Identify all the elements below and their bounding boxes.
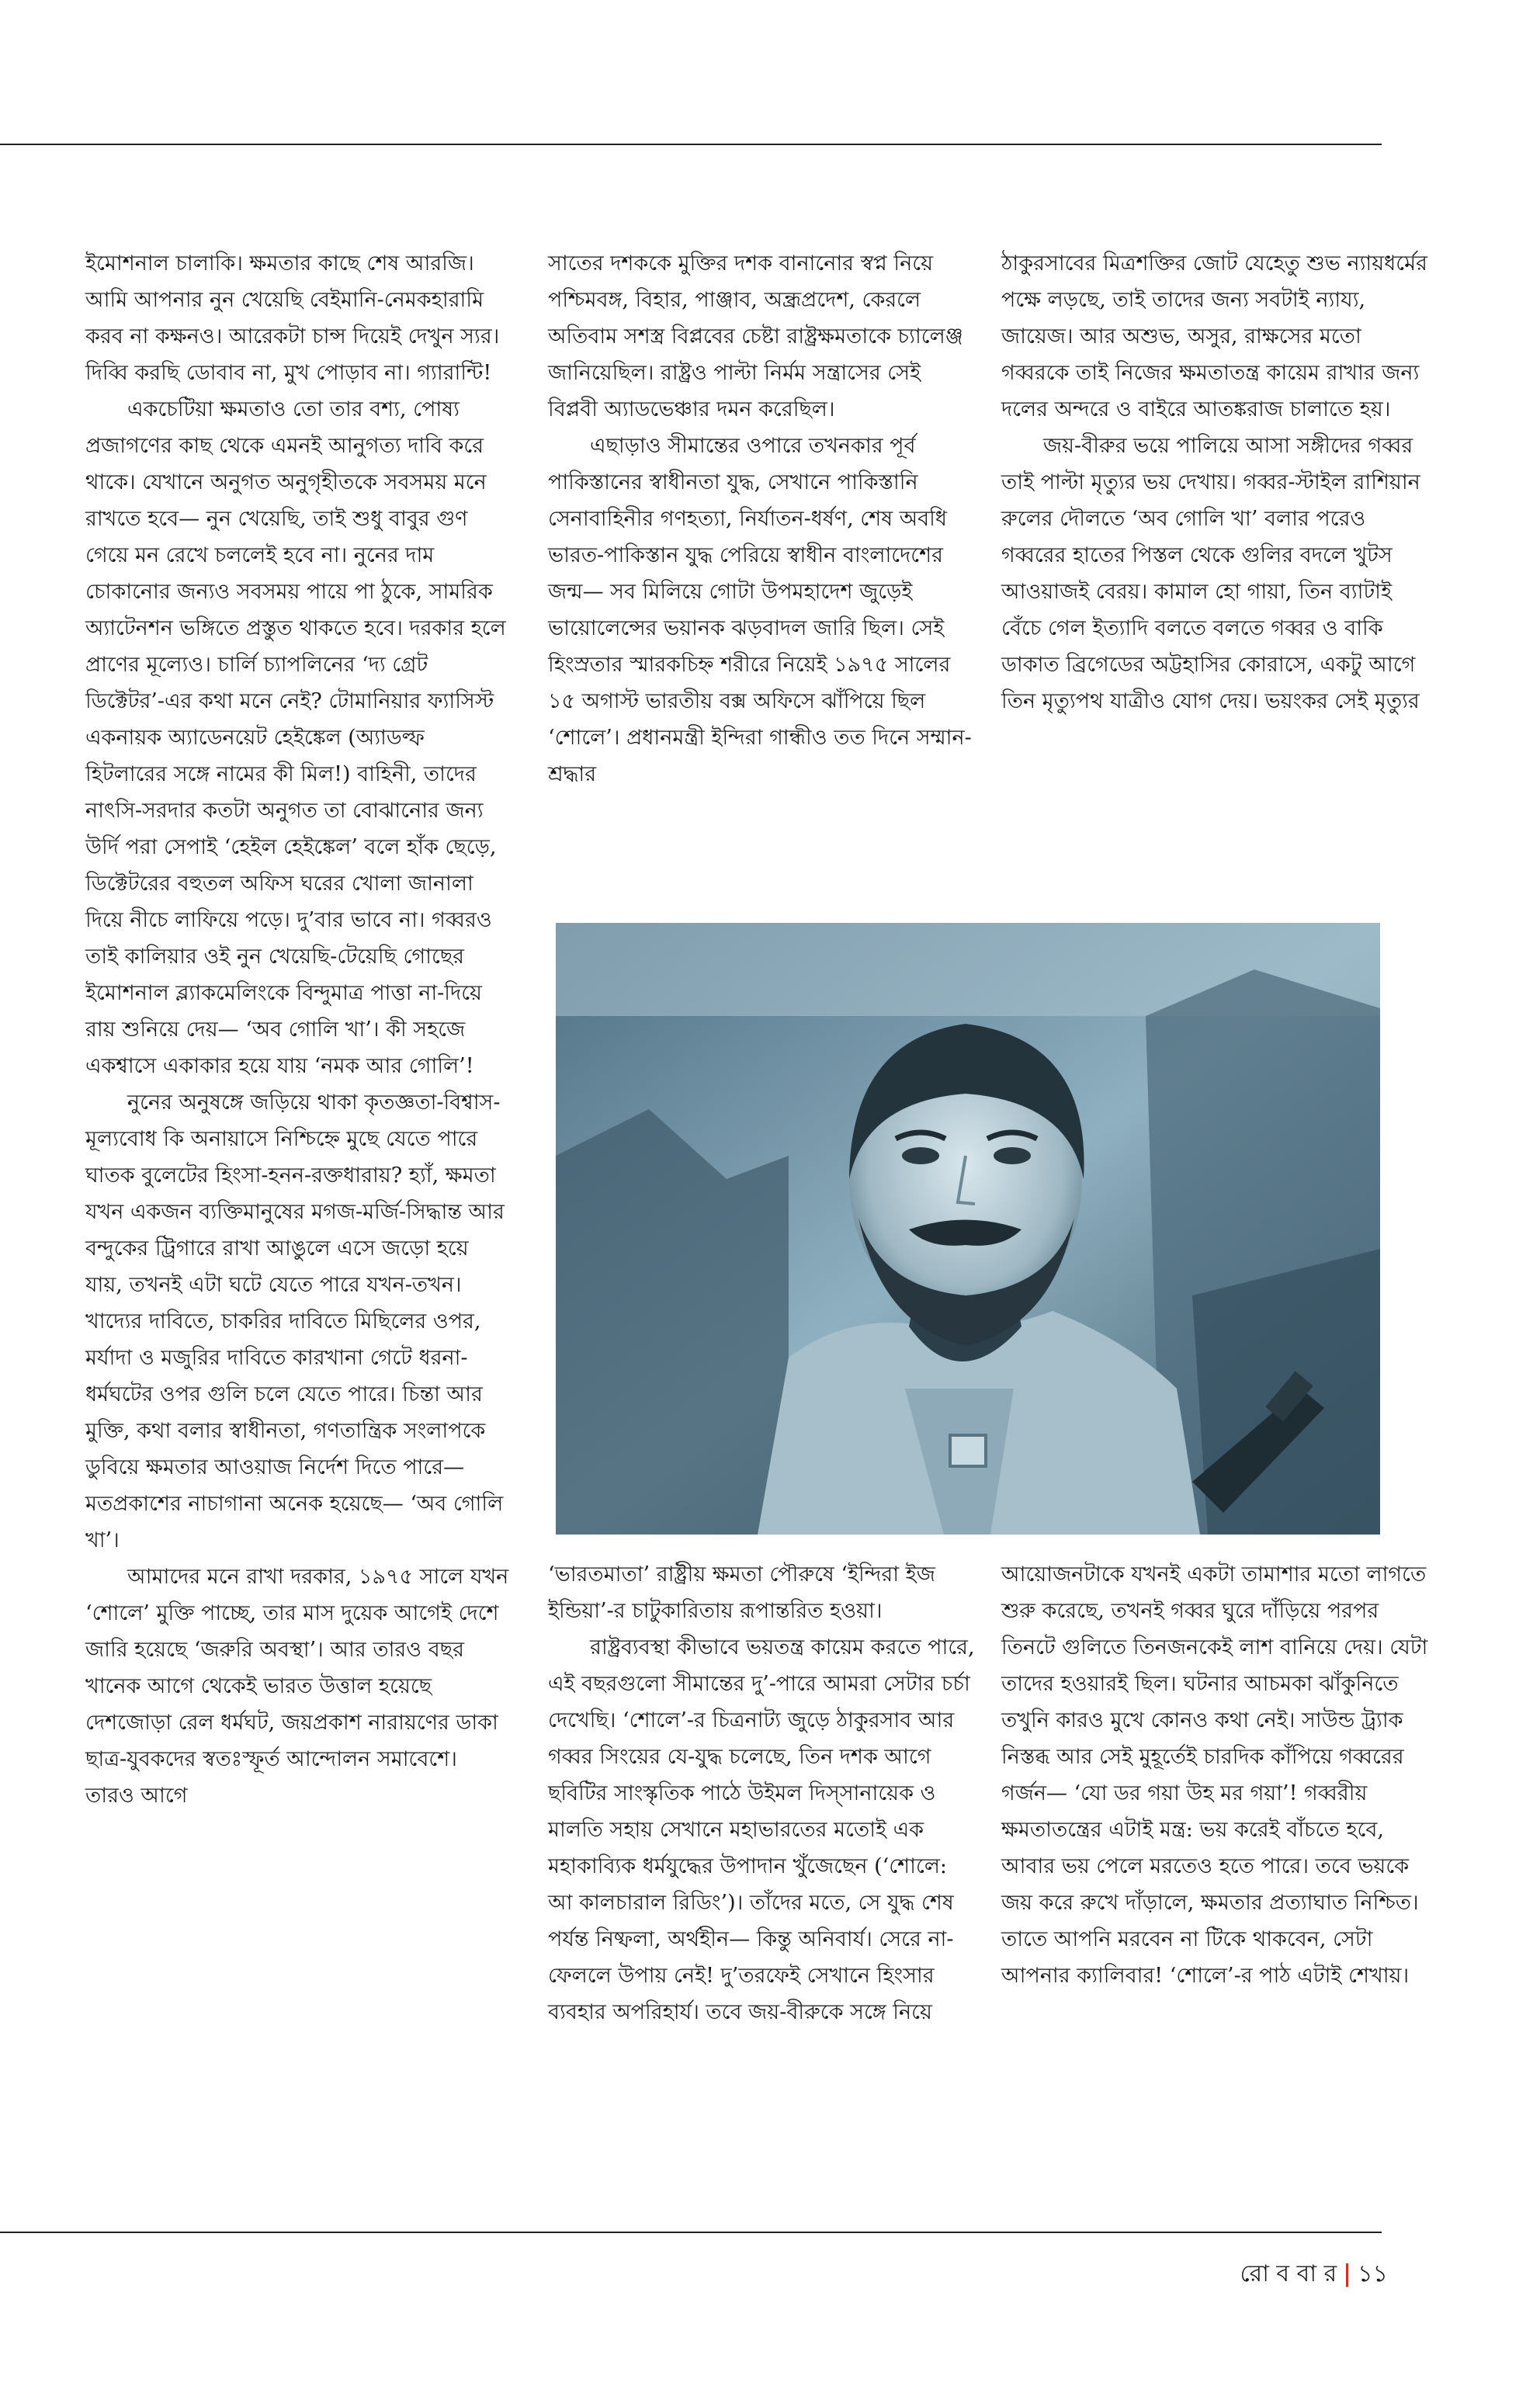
article-column-3 [1001,245,1428,720]
magazine-name: রো ব বা র [1240,2260,1337,2287]
paragraph: জয়-বীরুর ভয়ে পালিয়ে আসা সঙ্গীদের গব্বর তাই পাল্টা মৃত্যুর ভয় দেখায়। গব্বর-স্টাইল রাশিয়ান রুলের দৌলতে ‘অব গোলি খা’ বলার পরেও গব্বরের হাতের পিস্তল থেকে গুলির বদলে খুটস আওয়াজই বেরয়। কামাল হো গায়া, তিন ব্যাটাই বেঁচে গেল ইত্যাদি বলতে বলতে গব্বর ও বাকি ডাকাত ব্রিগেডের অট্টহাসির কোরাসে, একটু আগে তিন মৃত্যুপথ যাত্রীও যোগ দেয়। ভয়ংকর সেই মৃত্যুর [1001,434,1420,713]
article-column-3-continued [1001,1556,1428,1994]
paragraph: ঠাকুরসাবের মিত্রশক্তির জোট যেহেতু শুভ ন্যায়ধর্মের পক্ষে লড়ছে, তাই তাদের জন্য সবটাই ন্যায্য, জায়েজ। আর অশুভ, অসুর, রাক্ষসের মতো গব্বরকে তাই নিজের ক্ষমতাতন্ত্র কায়েম রাখার জন্য দলের অন্দরে ও বাইরে আতঙ্করাজ চালাতে হয়। [1001,251,1427,421]
paragraph: আয়োজনটাকে যখনই একটা তামাশার মতো লাগতে শুরু করেছে, তখনই গব্বর ঘুরে দাঁড়িয়ে পরপর তিনটে গুলিতে তিনজনকেই লাশ বানিয়ে দেয়। যেটা তাদের হওয়ারই ছিল। ঘটনার আচমকা ঝাঁকুনিতে তখুনি কারও মুখে কোনও কথা নেই। সাউন্ড ট্র্যাক নিস্তব্ধ আর সেই মুহূর্তেই চারদিক কাঁপিয়ে গব্বরের গর্জন— ‘যো ডর গয়া উহ মর গয়া’! গব্বরীয় ক্ষমতাতন্ত্রের এটাই মন্ত্র: ভয় করেই বাঁচতে হবে, আবার ভয় পেলে মরতেও হতে পারে। তবে ভয়কে জয় করে রুখে দাঁড়ালে, ক্ষমতার প্রত্যাঘাত নিশ্চিত। তাতে আপনি মরবেন না টিকে থাকবেন, সেটা আপনার ক্যালিবার! ‘শোলে’-র পাঠ এটাই শেখায়। [1001,1562,1428,1988]
bottom-rule [0,2232,1382,2233]
paragraph: আমাদের মনে রাখা দরকার, ১৯৭৫ সালে যখন ‘শোলে’ মুক্তি পাচ্ছে, তার মাস দুয়েক আগেই দেশে জারি হয়েছে ‘জরুরি অবস্থা’। আর তারও বছর খানেক আগে থেকেই ভারত উত্তাল হয়েছে দেশজোড়া রেল ধর্মঘট, জয়প্রকাশ নারায়ণের ডাকা ছাত্র-যুবকদের স্বতঃস্ফূর্ত আন্দোলন সমাবেশে। তারও আগে [85,1565,509,1808]
paragraph: ‘ভারতমাতা’ রাষ্ট্রীয় ক্ষমতা পৌরুষে ‘ইন্দিরা ইজ ইন্ডিয়া’-র চাটুকারিতায় রূপান্তরিত হওয়া। [548,1562,935,1623]
article-column-2 [548,245,975,792]
paragraph: রাষ্ট্রব্যবস্থা কীভাবে ভয়তন্ত্র কায়েম করতে পারে, এই বছরগুলো সীমান্তের দু’-পারে আমরা সেটার চর্চা দেখেছি। ‘শোলে’-র চিত্রনাট্য জুড়ে ঠাকুরসাব আর গব্বর সিংয়ের যে-যুদ্ধ চলেছে, তিন দশক আগে ছবিটির সাংস্কৃতিক পাঠে উইমল দিস্সানায়েক ও মালতি সহায় সেখানে মহাভারতের মতোই এক মহাকাব্যিক ধর্মযুদ্ধের উপাদান খুঁজেছেন (‘শোলে: আ কালচারাল রিডিং’)। তাঁদের মতে, সে যুদ্ধ শেষ পর্যন্ত নিষ্ফলা, অর্থহীন— কিন্তু অনিবার্য। সেরে না-ফেললে উপায় নেই! দু’তরফেই সেখানে হিংসার ব্যবহার অপরিহার্য। তবে জয়-বীরুকে সঙ্গে নিয়ে [548,1635,975,2024]
top-rule [0,144,1382,145]
folio-separator: | [1343,2260,1352,2287]
page-number: ১১ [1358,2260,1388,2287]
article-column-1 [85,245,511,1814]
paragraph: একচেটিয়া ক্ষমতাও তো তার বশ্য, পোষ্য প্রজাগণের কাছ থেকে এমনই আনুগত্য দাবি করে থাকে। যেখানে অনুগত অনুগৃহীতকে সবসময় মনে রাখতে হবে— নুন খেয়েছি, তাই শুধু বাবুর গুণ গেয়ে মন রেখে চললেই হবে না। নুনের দাম চোকানোর জন্যও সবসময় পায়ে পা ঠুকে, সামরিক অ্যাটেনশন ভঙ্গিতে প্রস্তুত থাকতে হবে। দরকার হলে প্রাণের মূল্যেও। চার্লি চ্যাপলিনের ‘দ্য গ্রেট ডিক্টেটর’-এর কথা মনে নেই? টোমানিয়ার ফ্যাসিস্ট একনায়ক অ্যাডেনয়েট হেইঙ্কেল (অ্যাডল্ফ হিটলারের সঙ্গে নামের কী মিল!) বাহিনী, তাদের নাৎসি-সরদার কতটা অনুগত তা বোঝানোর জন্য উর্দি পরা সেপাই ‘হেইল হেইঙ্কেল’ বলে হাঁক ছেড়ে, ডিক্টেটরের বহুতল অফিস ঘরের খোলা জানালা দিয়ে নীচে লাফিয়ে পড়ে। দু’বার ভাবে না। গব্বরও তাই কালিয়ার ওই নুন খেয়েছি-টেয়েছি গোছের ইমোশনাল ব্ল্যাকমেলিংকে বিন্দুমাত্র পাত্তা না-দিয়ে রায় শুনিয়ে দেয়— ‘অব গোলি খা’। কী সহজে একশ্বাসে একাকার হয়ে যায় ‘নমক আর গোলি’! [85,397,506,1078]
paragraph: নুনের অনুষঙ্গে জড়িয়ে থাকা কৃতজ্ঞতা-বিশ্বাস-মূল্যবোধ কি অনায়াসে নিশ্চিহ্নে মুছে যেতে পারে ঘাতক বুলেটের হিংসা-হনন-রক্তধারায়? হ্যাঁ, ক্ষমতা যখন একজন ব্যক্তিমানুষের মগজ-মর্জি-সিদ্ধান্ত আর বন্দুকের ট্রিগারে রাখা আঙুলে এসে জড়ো হয়ে যায়, তখনই এটা ঘটে যেতে পারে যখন-তখন। খাদ্যের দাবিতে, চাকরির দাবিতে মিছিলের ওপর, মর্যাদা ও মজুরির দাবিতে কারখানা গেটে ধরনা-ধর্মঘটের ওপর গুলি চলে যেতে পারে। চিন্তা আর মুক্তি, কথা বলার স্বাধীনতা, গণতান্ত্রিক সংলাপকে ডুবিয়ে ক্ষমতার আওয়াজ নির্দেশ দিতে পারে— মতপ্রকাশের নাচাগানা অনেক হয়েছে— ‘অব গোলি খা’। [85,1091,505,1552]
paragraph: ইমোশনাল চালাকি। ক্ষমতার কাছে শেষ আরজি। আমি আপনার নুন খেয়েছি বেইমানি-নেমকহারামি করব না কক্ষনও। আরেকটা চান্স দিয়েই দেখুন স্যর। দিব্বি করছি ডোবাব না, মুখ পোড়াব না। গ্যারান্টি! [85,251,500,385]
portrait-photo [556,923,1380,1535]
paragraph: সাতের দশককে মুক্তির দশক বানানোর স্বপ্ন নিয়ে পশ্চিমবঙ্গ, বিহার, পাঞ্জাব, অন্ধ্রপ্রদেশ, কেরলে অতিবাম সশস্ত্র বিপ্লবের চেষ্টা রাষ্ট্রক্ষমতাকে চ্যালেঞ্জ জানিয়েছিল। রাষ্ট্রও পাল্টা নির্মম সন্ত্রাসের সেই বিপ্লবী অ্যাডভেঞ্চার দমন করেছিল। [548,251,963,421]
page-folio [1240,2255,1388,2294]
article-column-2-continued [548,1556,975,2031]
photo-illustration [556,923,1380,1535]
paragraph: এছাড়াও সীমান্তের ওপারে তখনকার পূর্ব পাকিস্তানের স্বাধীনতা যুদ্ধ, সেখানে পাকিস্তানি সেনাবাহিনীর গণহত্যা, নির্যাতন-ধর্ষণ, শেষ অবধি ভারত-পাকিস্তান যুদ্ধ পেরিয়ে স্বাধীন বাংলাদেশের জন্ম— সব মিলিয়ে গোটা উপমহাদেশ জুড়েই ভায়োলেন্সের ভয়ানক ঝড়বাদল জারি ছিল। সেই হিংস্রতার স্মারকচিহ্ন শরীরে নিয়েই ১৯৭৫ সালের ১৫ অগাস্ট ভারতীয় বক্স অফিসে ঝাঁপিয়ে ছিল ‘শোলে’। প্রধানমন্ত্রী ইন্দিরা গান্ধীও তত দিনে সম্মান-শ্রদ্ধার [548,434,972,786]
